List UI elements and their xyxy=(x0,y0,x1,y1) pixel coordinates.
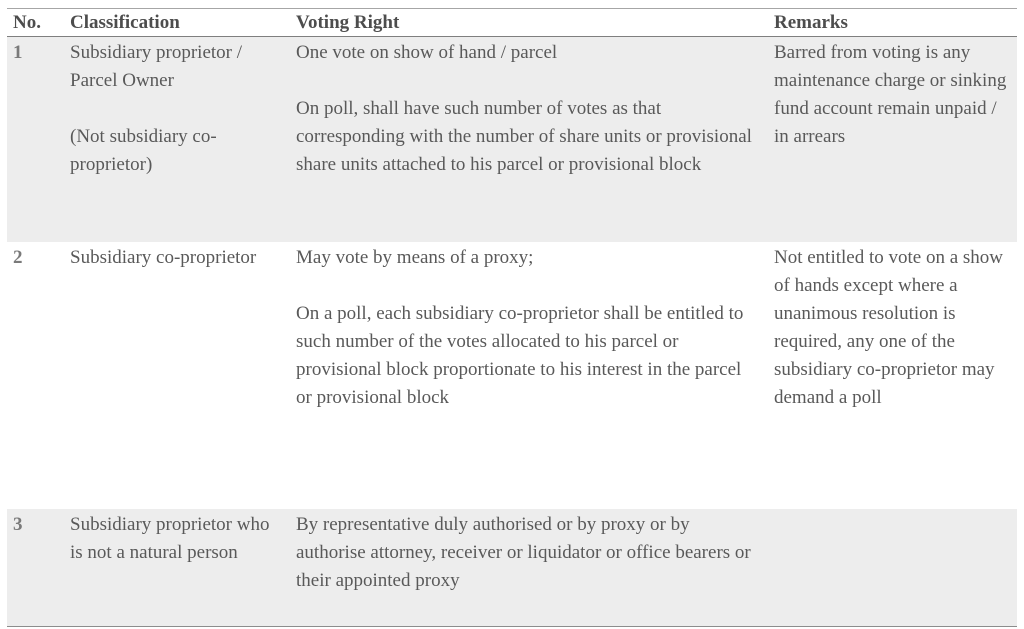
table-header-row xyxy=(7,10,1017,37)
classification-cell xyxy=(70,242,285,272)
table-row xyxy=(7,37,1017,242)
header-remarks: Remarks xyxy=(774,12,848,33)
classification-cell xyxy=(70,37,285,179)
classification-cell xyxy=(70,509,285,567)
header-no: No. xyxy=(13,12,41,33)
header-voting-right: Voting Right xyxy=(296,12,400,33)
table-top-rule xyxy=(7,8,1017,9)
row-number: 3 xyxy=(13,514,23,535)
voting-right-text: By representative duly authorised or by proxy or by authorise attorney, receiver or liquidator or office bearers or their appointed proxy xyxy=(296,514,751,591)
header-classification: Classification xyxy=(70,12,180,33)
remarks-cell xyxy=(774,509,1014,511)
remarks-text: Not entitled to vote on a show of hands except where a unanimous resolution is required, any one of the subsidiary co-proprietor may demand a poll xyxy=(774,247,1004,408)
voting-right-text: May vote by means of a proxy; xyxy=(296,247,534,268)
table-row xyxy=(7,242,1017,509)
remarks-cell xyxy=(774,37,1014,151)
classification-text: Subsidiary co-proprietor xyxy=(70,247,257,268)
table-bottom-rule xyxy=(7,626,1017,627)
table-row xyxy=(7,509,1017,626)
remarks-text: Barred from voting is any maintenance charge or sinking fund account remain unpaid / in arrears xyxy=(774,42,1007,147)
voting-right-text: On a poll, each subsidiary co-proprietor shall be entitled to such number of the votes allocated to his parcel or provisional block proportionate to his interest in the parcel or provisional block xyxy=(296,303,744,408)
voting-right-text: One vote on show of hand / parcel xyxy=(296,42,558,63)
row-number: 2 xyxy=(13,247,23,268)
classification-note: (Not subsidiary co-proprietor) xyxy=(70,126,217,175)
voting-right-text: On poll, shall have such number of votes as that corresponding with the number of share units or provisional share units attached to his parcel or provisional block xyxy=(296,98,752,175)
classification-text: Subsidiary proprietor / Parcel Owner xyxy=(70,42,243,91)
remarks-cell xyxy=(774,242,1014,412)
voting-right-cell xyxy=(296,509,756,595)
row-number: 1 xyxy=(13,42,23,63)
voting-right-cell xyxy=(296,242,756,412)
classification-text: Subsidiary proprietor who is not a natural person xyxy=(70,514,270,563)
voting-right-cell xyxy=(296,37,756,179)
voting-rights-table xyxy=(7,0,1017,629)
